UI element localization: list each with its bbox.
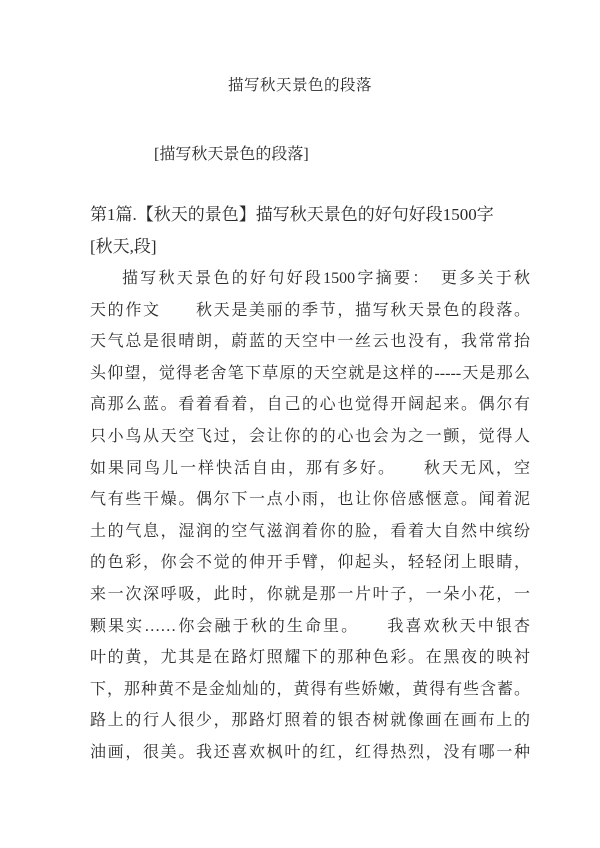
body-line: 气有些干燥。偶尔下一点小雨，也让你倍感惬意。闻着泥 <box>90 491 530 509</box>
section-heading-line2: [秋天,段] <box>90 236 157 256</box>
body-line: 土的气息，湿润的空气滋润着你的脸，看着大自然中缤纷 <box>90 522 530 540</box>
body-line: 路上的行人很少，那路灯照着的银杏树就像画在画布上的 <box>90 712 530 730</box>
bracket-subtitle: [描写秋天景色的段落] <box>154 146 309 163</box>
body-line: 下，那种黄不是金灿灿的，黄得有些娇嫩，黄得有些含蓄。 <box>90 680 530 698</box>
section-heading <box>90 199 536 262</box>
document-title: 描写秋天景色的段落 <box>227 77 372 94</box>
section-heading-line1: 第1篇.【秋天的景色】描写秋天景色的好句好段1500字 <box>90 205 494 224</box>
body-paragraph <box>90 263 530 769</box>
body-line: 高那么蓝。看着看着，自己的心也觉得开阔起来。偶尔有 <box>90 396 530 414</box>
body-line: 的色彩，你会不觉的伸开手臂，仰起头，轻轻闭上眼睛， <box>90 554 530 572</box>
body-line: 油画，很美。我还喜欢枫叶的红，红得热烈，没有哪一种 <box>90 743 530 761</box>
body-line: 只小鸟从天空飞过，会让你的的心也会为之一颤，觉得人 <box>90 427 530 445</box>
body-line: 天气总是很晴朗，蔚蓝的天空中一丝云也没有，我常常抬 <box>90 333 530 351</box>
body-line: 来一次深呼吸，此时，你就是那一片叶子，一朵小花，一 <box>90 585 530 603</box>
body-line: 如果同鸟儿一样快活自由，那有多好。 秋天无风，空 <box>90 459 530 477</box>
body-line: 头仰望，觉得老舍笔下草原的天空就是这样的-----天是那么 <box>90 364 530 382</box>
body-line: 天的作文 秋天是美丽的季节，描写秋天景色的段落。 <box>90 301 530 319</box>
body-line: 描写秋天景色的好句好段1500字摘要： 更多关于秋 <box>122 270 530 287</box>
body-line: 颗果实……你会融于秋的生命里。 我喜欢秋天中银杏 <box>90 617 530 635</box>
body-line: 叶的黄，尤其是在路灯照耀下的那种色彩。在黑夜的映衬 <box>90 649 530 667</box>
